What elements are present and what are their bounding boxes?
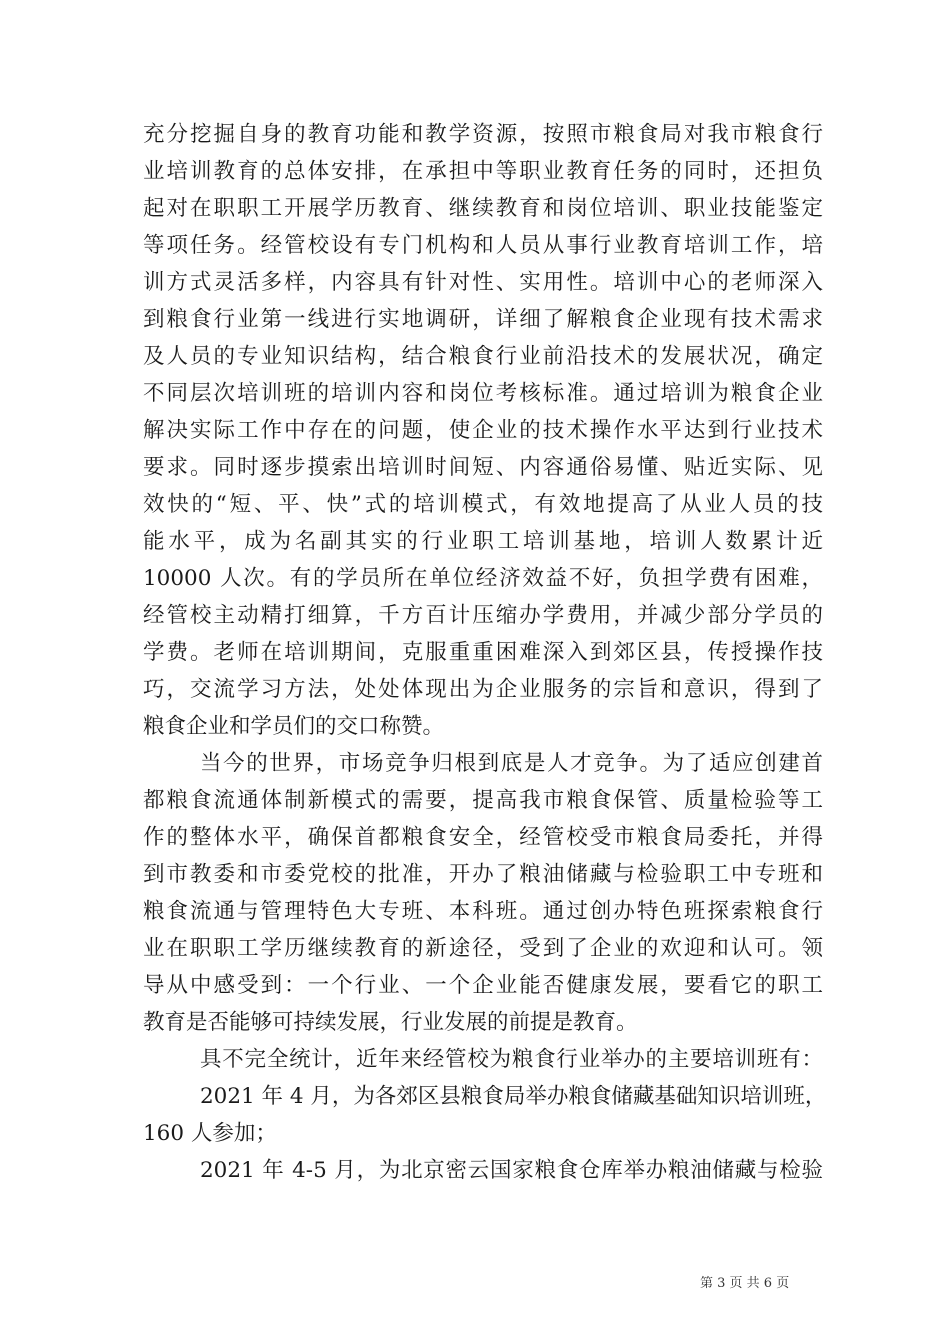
body-line-5: 训方式灵活多样，内容具有针对性、实用性。培训中心的老师深入 xyxy=(143,270,823,295)
paragraph-2-line-5: 粮食流通与管理特色大专班、本科班。通过创办特色班探索粮食行 xyxy=(143,899,823,924)
paragraph-2-line-4: 到市教委和市委党校的批准，开办了粮油储藏与检验职工中专班和 xyxy=(143,862,823,887)
body-line-9: 解决实际工作中存在的问题，使企业的技术操作水平达到行业技术 xyxy=(143,418,823,443)
body-line-3: 起对在职职工开展学历教育、继续教育和岗位培训、职业技能鉴定 xyxy=(143,196,823,221)
list-item-2-line-1: 2021 年 4-5 月，为北京密云国家粮食仓库举办粮油储藏与检验 xyxy=(200,1158,823,1183)
paragraph-2-line-3: 作的整体水平，确保首都粮食安全，经管校受市粮食局委托，并得 xyxy=(143,825,823,850)
body-line-2: 业培训教育的总体安排，在承担中等职业教育任务的同时，还担负 xyxy=(143,159,823,184)
body-line-4: 等项任务。经管校设有专门机构和人员从事行业教育培训工作，培 xyxy=(143,233,823,258)
body-line-14: 经管校主动精打细算，千方百计压缩办学费用，并减少部分学员的 xyxy=(143,603,823,628)
paragraph-2-line-2: 都粮食流通体制新模式的需要，提高我市粮食保管、质量检验等工 xyxy=(143,788,823,813)
body-line-7: 及人员的专业知识结构，结合粮食行业前沿技术的发展状况，确定 xyxy=(143,344,823,369)
body-line-17: 粮食企业和学员们的交口称赞。 xyxy=(143,714,445,739)
paragraph-3-line-1: 具不完全统计，近年来经管校为粮食行业举办的主要培训班有： xyxy=(200,1047,823,1072)
body-line-6: 到粮食行业第一线进行实地调研，详细了解粮食企业现有技术需求 xyxy=(143,307,823,332)
page-number-footer: 第 3 页 共 6 页 xyxy=(700,1276,790,1291)
paragraph-2-line-7: 导从中感受到：一个行业、一个企业能否健康发展，要看它的职工 xyxy=(143,973,823,998)
body-line-15: 学费。老师在培训期间，克服重重困难深入到郊区县，传授操作技 xyxy=(143,640,823,665)
body-line-12: 能水平，成为名副其实的行业职工培训基地，培训人数累计近 xyxy=(143,529,823,554)
body-line-10: 要求。同时逐步摸索出培训时间短、内容通俗易懂、贴近实际、见 xyxy=(143,455,823,480)
list-item-1-line-2: 160 人参加； xyxy=(143,1121,277,1146)
body-line-16: 巧，交流学习方法，处处体现出为企业服务的宗旨和意识，得到了 xyxy=(143,677,823,702)
body-line-13: 10000 人次。有的学员所在单位经济效益不好，负担学费有困难， xyxy=(143,566,823,591)
body-line-8: 不同层次培训班的培训内容和岗位考核标准。通过培训为粮食企业 xyxy=(143,381,823,406)
list-item-1-line-1: 2021 年 4 月，为各郊区县粮食局举办粮食储藏基础知识培训班， xyxy=(200,1084,827,1109)
paragraph-2-line-8: 教育是否能够可持续发展，行业发展的前提是教育。 xyxy=(143,1010,638,1035)
body-line-1: 充分挖掘自身的教育功能和教学资源，按照市粮食局对我市粮食行 xyxy=(143,122,823,147)
paragraph-2-line-1: 当今的世界，市场竞争归根到底是人才竞争。为了适应创建首 xyxy=(200,751,823,776)
paragraph-2-line-6: 业在职职工学历继续教育的新途径，受到了企业的欢迎和认可。领 xyxy=(143,936,823,961)
body-line-11: 效快的“短、平、快”式的培训模式，有效地提高了从业人员的技 xyxy=(143,492,823,517)
